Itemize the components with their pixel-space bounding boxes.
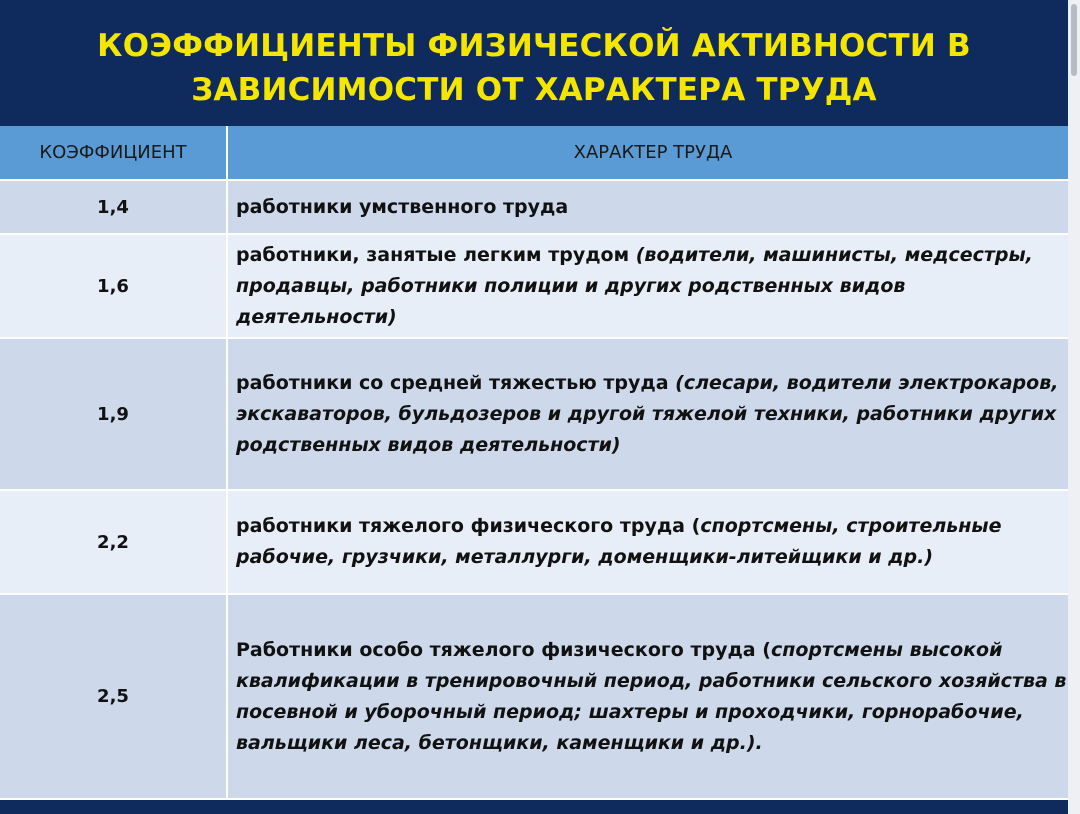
header-labor-type: ХАРАКТЕР ТРУДА	[227, 126, 1078, 180]
description-cell	[227, 594, 1078, 799]
coefficient-cell: 2,2	[0, 490, 227, 594]
activity-coefficient-table	[0, 126, 1078, 800]
description-cell	[227, 490, 1078, 594]
description-text: работники умственного труда	[236, 195, 569, 218]
coefficient-cell: 1,6	[0, 234, 227, 338]
bottom-bar	[0, 800, 1068, 814]
description-cell	[227, 180, 1078, 234]
header-coefficient: КОЭФФИЦИЕНТ	[0, 126, 227, 180]
table-row	[0, 234, 1078, 338]
description-examples: (водители, машинисты, медсестры, продавцы, работники полиции и других родственных видов деятельности)	[236, 243, 1033, 328]
table-row	[0, 594, 1078, 799]
description-cell	[227, 234, 1078, 338]
title-bar	[0, 0, 1068, 126]
table-row	[0, 180, 1078, 234]
description-text: работники со средней тяжестью труда	[236, 371, 676, 394]
description-text: работники тяжелого физического труда (	[236, 515, 701, 537]
slide-title: КОЭФФИЦИЕНТЫ ФИЗИЧЕСКОЙ АКТИВНОСТИ В ЗАВИСИМОСТИ ОТ ХАРАКТЕРА ТРУДА	[97, 28, 971, 108]
description-text: работники, занятые легким трудом	[236, 243, 636, 266]
coefficient-cell: 2,5	[0, 594, 227, 799]
description-examples: (слесари, водители электрокаров, экскаваторов, бульдозеров и другой тяжелой техники, работники других родственных видов деятельности)	[236, 371, 1059, 456]
coefficient-cell: 1,4	[0, 180, 227, 234]
scrollbar-thumb[interactable]	[1071, 4, 1077, 76]
description-cell	[227, 338, 1078, 490]
table-header-row	[0, 126, 1078, 180]
table-row	[0, 490, 1078, 594]
scrollbar[interactable]	[1068, 0, 1080, 814]
description-examples: спортсмены высокой квалификации в тренировочный период, работники сельского хозяйства в посевной и уборочный период; шахтеры и проходчики, горнорабочие, вальщики леса, бетонщики, каменщики и др.).	[236, 638, 1067, 754]
description-text: Работники особо тяжелого физического труда (	[236, 638, 771, 661]
coefficient-cell: 1,9	[0, 338, 227, 490]
description-examples: спортсмены, строительные рабочие, грузчики, металлурги, доменщики-литейщики и др.)	[236, 515, 1002, 568]
table-row	[0, 338, 1078, 490]
